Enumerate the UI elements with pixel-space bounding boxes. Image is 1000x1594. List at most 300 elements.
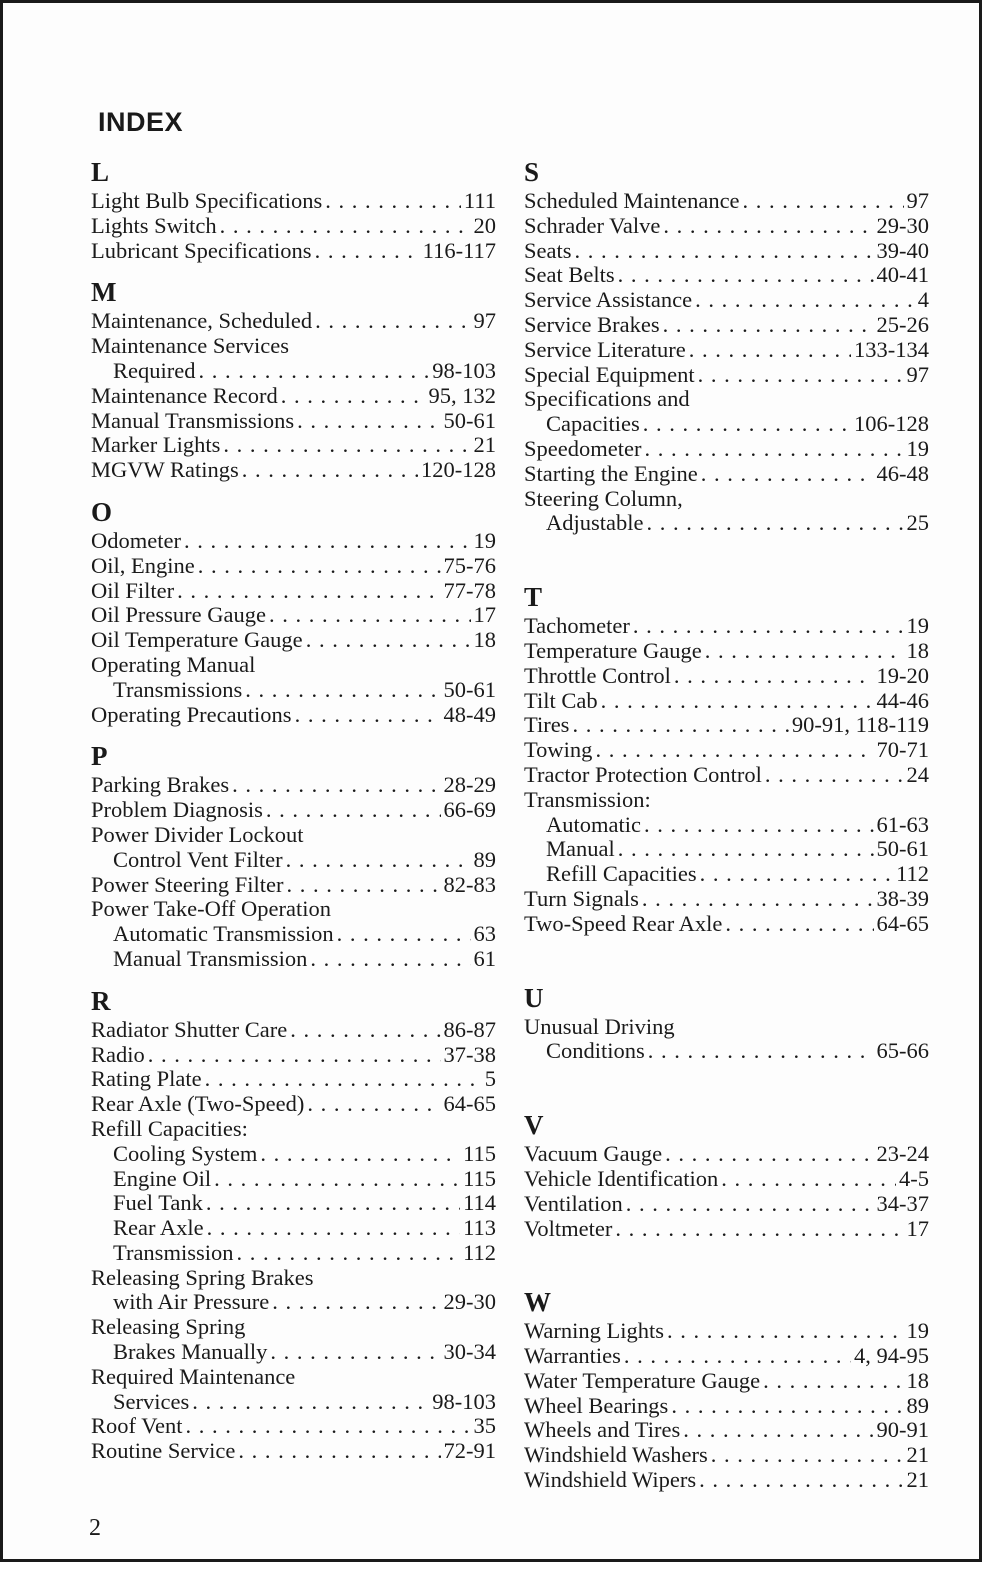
index-entry xyxy=(524,689,929,714)
dot-leader xyxy=(290,1018,440,1043)
dot-leader xyxy=(272,1290,440,1315)
index-entry xyxy=(91,1365,496,1390)
index-term: Fuel Tank xyxy=(113,1190,203,1216)
index-term: Tilt Cab xyxy=(524,687,598,713)
index-term: Refill Capacities: xyxy=(91,1115,248,1141)
index-entry xyxy=(524,1418,929,1443)
index-entry xyxy=(91,703,496,728)
index-entry xyxy=(524,664,929,689)
index-page-ref: 34-37 xyxy=(876,1190,929,1216)
dot-leader xyxy=(205,1067,482,1092)
index-entry xyxy=(524,639,929,664)
dot-leader xyxy=(337,922,471,947)
index-page-ref: 77-78 xyxy=(443,577,496,603)
index-page-ref: 64-65 xyxy=(876,910,929,936)
index-entry xyxy=(91,1191,496,1216)
index-entry xyxy=(524,788,929,813)
index-term: Automatic xyxy=(546,811,641,837)
index-term: Seats xyxy=(524,237,572,263)
index-term: Towing xyxy=(524,737,593,763)
index-page-ref: 4, 94-95 xyxy=(854,1343,929,1369)
dot-leader xyxy=(648,1039,874,1064)
index-page-ref: 98-103 xyxy=(432,357,496,383)
index-page-ref: 97 xyxy=(473,308,496,334)
index-page-ref: 40-41 xyxy=(876,262,929,288)
index-entry xyxy=(524,239,929,264)
index-entry xyxy=(91,1142,496,1167)
index-entry xyxy=(524,1369,929,1394)
index-page-ref: 46-48 xyxy=(876,460,929,486)
index-page-ref: 18 xyxy=(906,1367,929,1393)
index-term: Power Steering Filter xyxy=(91,871,284,897)
index-term: Starting the Engine xyxy=(524,460,698,486)
index-page-ref: 21 xyxy=(906,1467,929,1493)
index-page-ref: 39-40 xyxy=(876,237,929,263)
index-section-u xyxy=(524,981,929,1065)
section-letter: R xyxy=(91,985,111,1016)
dot-leader xyxy=(601,689,874,714)
index-entry xyxy=(524,614,929,639)
dot-leader xyxy=(286,848,471,873)
dot-leader xyxy=(644,437,903,462)
dot-leader xyxy=(618,263,874,288)
dot-leader xyxy=(184,529,471,554)
dot-leader xyxy=(198,359,429,384)
index-entry xyxy=(91,1414,496,1439)
index-term: Specifications and xyxy=(524,386,690,412)
index-page-ref: 89 xyxy=(906,1392,929,1418)
index-entry xyxy=(91,529,496,554)
index-term: Ventilation xyxy=(524,1190,623,1216)
index-entry xyxy=(91,1390,496,1415)
index-entry xyxy=(91,554,496,579)
index-term: Adjustable xyxy=(546,510,644,536)
dot-leader xyxy=(667,1319,903,1344)
dot-leader xyxy=(705,639,904,664)
index-term: Two-Speed Rear Axle xyxy=(524,910,723,936)
dot-leader xyxy=(297,409,440,434)
dot-leader xyxy=(260,1142,460,1167)
index-page-ref: 63 xyxy=(473,921,496,947)
index-page-ref: 38-39 xyxy=(876,885,929,911)
index-page-ref: 64-65 xyxy=(443,1091,496,1117)
index-page-ref: 19 xyxy=(906,435,929,461)
index-entry xyxy=(524,338,929,363)
section-letter: V xyxy=(524,1110,544,1141)
index-term: Power Divider Lockout xyxy=(91,821,304,847)
dot-leader xyxy=(663,214,873,239)
index-entry xyxy=(91,628,496,653)
index-term: Odometer xyxy=(91,527,181,553)
index-term: Rear Axle (Two-Speed) xyxy=(91,1091,305,1117)
dot-leader xyxy=(207,1216,460,1241)
index-page-ref: 89 xyxy=(473,846,496,872)
index-entry xyxy=(91,873,496,898)
index-term: Windshield Wipers xyxy=(524,1467,697,1493)
index-entry xyxy=(91,1092,496,1117)
section-letter: O xyxy=(91,496,113,527)
dot-leader xyxy=(644,813,874,838)
dot-leader xyxy=(281,384,426,409)
index-page-ref: 37-38 xyxy=(443,1041,496,1067)
index-page-ref: 70-71 xyxy=(876,737,929,763)
dot-leader xyxy=(269,603,471,628)
index-term: Oil, Engine xyxy=(91,552,195,578)
index-page-ref: 106-128 xyxy=(854,411,929,437)
dot-leader xyxy=(663,313,874,338)
index-entry xyxy=(91,947,496,972)
index-page-ref: 18 xyxy=(906,637,929,663)
index-entry xyxy=(524,738,929,763)
index-page-ref: 97 xyxy=(906,361,929,387)
dot-leader xyxy=(232,773,440,798)
index-term: Schrader Valve xyxy=(524,212,661,238)
dot-leader xyxy=(148,1043,441,1068)
index-term: Services xyxy=(113,1388,190,1414)
index-entry xyxy=(91,359,496,384)
index-entry xyxy=(524,912,929,937)
index-term: Releasing Spring Brakes xyxy=(91,1264,314,1290)
dot-leader xyxy=(220,214,471,239)
index-entry xyxy=(91,189,496,214)
index-page-ref: 115 xyxy=(463,1165,496,1191)
index-term: Automatic Transmission xyxy=(113,921,334,947)
index-page-ref: 21 xyxy=(473,432,496,458)
dot-leader xyxy=(674,664,874,689)
index-page-ref: 116-117 xyxy=(422,237,496,263)
index-page-ref: 97 xyxy=(906,188,929,213)
index-page-ref: 19-20 xyxy=(876,662,929,688)
index-entry xyxy=(524,437,929,462)
index-term: Transmission: xyxy=(524,786,651,812)
index-section-o xyxy=(91,495,496,727)
dot-leader xyxy=(618,837,874,862)
index-term: Required Maintenance xyxy=(91,1363,296,1389)
index-term: Water Temperature Gauge xyxy=(524,1367,761,1393)
index-entry xyxy=(91,1290,496,1315)
index-term: Light Bulb Specifications xyxy=(91,188,323,213)
index-term: Throttle Control xyxy=(524,662,671,688)
dot-leader xyxy=(575,239,874,264)
index-term: Manual Transmission xyxy=(113,945,308,971)
index-entry xyxy=(91,897,496,922)
index-page-ref: 30-34 xyxy=(443,1339,496,1365)
dot-leader xyxy=(642,887,874,912)
index-page-ref: 23-24 xyxy=(876,1141,929,1167)
index-term: Brakes Manually xyxy=(113,1339,268,1365)
index-entry xyxy=(524,1142,929,1167)
index-entry xyxy=(524,387,929,412)
index-term: Service Assistance xyxy=(524,287,693,313)
index-term: Windshield Washers xyxy=(524,1442,708,1468)
index-entry xyxy=(91,334,496,359)
index-entry xyxy=(524,1217,929,1242)
index-entry xyxy=(524,1015,929,1040)
index-entry xyxy=(91,773,496,798)
index-term: Unusual Driving xyxy=(524,1013,675,1039)
dot-leader xyxy=(633,614,904,639)
index-page-ref: 29-30 xyxy=(443,1289,496,1315)
index-page-ref: 75-76 xyxy=(443,552,496,578)
index-term: Temperature Gauge xyxy=(524,637,702,663)
index-page-ref: 111 xyxy=(463,188,496,213)
dot-leader xyxy=(306,628,471,653)
index-term: Manual Transmissions xyxy=(91,407,295,433)
index-term: Radio xyxy=(91,1041,145,1067)
index-entry xyxy=(524,837,929,862)
index-page-ref: 82-83 xyxy=(443,871,496,897)
index-term: Seat Belts xyxy=(524,262,615,288)
index-page-ref: 20 xyxy=(473,212,496,238)
index-entry xyxy=(91,1439,496,1464)
index-page-ref: 5 xyxy=(484,1066,496,1092)
index-term: Power Take-Off Operation xyxy=(91,896,332,922)
index-term: Operating Manual xyxy=(91,651,256,677)
index-entry xyxy=(524,1319,929,1344)
index-page-ref: 72-91 xyxy=(443,1438,496,1464)
index-entry xyxy=(91,1216,496,1241)
section-letter: L xyxy=(91,157,110,187)
index-entry xyxy=(91,239,496,264)
index-page-ref: 18 xyxy=(473,627,496,653)
index-entry xyxy=(524,1394,929,1419)
index-section-r xyxy=(91,984,496,1464)
index-page-ref: 19 xyxy=(906,613,929,639)
index-page-ref: 50-61 xyxy=(443,407,496,433)
index-term: Lubricant Specifications xyxy=(91,237,312,263)
index-entry xyxy=(91,214,496,239)
index-entry xyxy=(524,763,929,788)
index-page-ref: 4 xyxy=(917,287,929,313)
index-page-ref: 50-61 xyxy=(443,676,496,702)
index-entry xyxy=(91,433,496,458)
index-entry xyxy=(91,823,496,848)
dot-leader xyxy=(185,1414,470,1439)
index-entry xyxy=(524,713,929,738)
index-term: MGVW Ratings xyxy=(91,457,239,483)
index-term: Tractor Protection Control xyxy=(524,761,762,787)
index-section-v xyxy=(524,1108,929,1241)
section-letter: W xyxy=(524,1287,551,1318)
index-term: Operating Precautions xyxy=(91,701,292,727)
index-page-ref: 98-103 xyxy=(432,1388,496,1414)
index-term: Capacities xyxy=(546,411,640,437)
section-letter: M xyxy=(91,277,117,308)
dot-leader xyxy=(683,1418,873,1443)
index-page-ref: 90-91, 118-119 xyxy=(791,712,929,738)
section-letter: T xyxy=(524,582,543,613)
index-entry xyxy=(91,1315,496,1340)
index-entry xyxy=(91,798,496,823)
dot-leader xyxy=(214,1167,460,1192)
index-entry xyxy=(524,1167,929,1192)
section-letter: U xyxy=(524,982,544,1013)
index-entry xyxy=(524,1443,929,1468)
index-page-ref: 61 xyxy=(473,945,496,971)
dot-leader xyxy=(236,1241,460,1266)
index-page-ref: 35 xyxy=(473,1413,496,1439)
dot-leader xyxy=(315,309,470,334)
index-term: Parking Brakes xyxy=(91,772,230,798)
index-term: Refill Capacities xyxy=(546,861,697,887)
dot-leader xyxy=(325,189,461,214)
dot-leader xyxy=(643,412,851,437)
index-page-ref: 114 xyxy=(463,1190,496,1216)
index-page-ref: 17 xyxy=(473,602,496,628)
index-page-ref: 24 xyxy=(906,761,929,787)
dot-leader xyxy=(624,1344,851,1369)
dot-leader xyxy=(572,713,788,738)
index-entry xyxy=(524,1192,929,1217)
index-section-l xyxy=(91,155,496,263)
index-page-ref: 50-61 xyxy=(876,836,929,862)
index-term: Warning Lights xyxy=(524,1318,665,1344)
dot-leader xyxy=(206,1191,460,1216)
index-term: Special Equipment xyxy=(524,361,695,387)
index-page-ref: 4-5 xyxy=(899,1165,929,1191)
index-entry xyxy=(91,1340,496,1365)
index-term: Voltmeter xyxy=(524,1215,613,1241)
dot-leader xyxy=(689,338,851,363)
index-page-ref: 95, 132 xyxy=(428,382,496,408)
index-term: Oil Temperature Gauge xyxy=(91,627,303,653)
index-term: Required xyxy=(113,357,196,383)
index-entry xyxy=(91,922,496,947)
index-entry xyxy=(91,1167,496,1192)
index-page-ref: 133-134 xyxy=(854,336,929,362)
index-term: Cooling System xyxy=(113,1140,258,1166)
index-page-ref: 17 xyxy=(906,1215,929,1241)
index-entry xyxy=(524,288,929,313)
index-term: Service Literature xyxy=(524,336,686,362)
dot-leader xyxy=(177,579,440,604)
index-term: Conditions xyxy=(546,1038,645,1064)
dot-leader xyxy=(721,1167,896,1192)
index-section-m xyxy=(91,275,496,483)
index-entry xyxy=(524,487,929,512)
index-entry xyxy=(524,263,929,288)
index-page-ref: 29-30 xyxy=(876,212,929,238)
index-entry xyxy=(524,511,929,536)
index-page-ref: 19 xyxy=(473,527,496,553)
index-entry xyxy=(91,1241,496,1266)
index-entry xyxy=(524,1344,929,1369)
index-entry xyxy=(524,1039,929,1064)
index-page-ref: 44-46 xyxy=(876,687,929,713)
index-page-ref: 115 xyxy=(463,1140,496,1166)
index-term: Roof Vent xyxy=(91,1413,183,1439)
dot-leader xyxy=(595,738,873,763)
dot-leader xyxy=(765,763,904,788)
index-entry xyxy=(91,309,496,334)
index-section-s xyxy=(524,155,929,536)
dot-leader xyxy=(270,1340,440,1365)
index-entry xyxy=(91,384,496,409)
index-term: Marker Lights xyxy=(91,432,221,458)
dot-leader xyxy=(698,363,904,388)
index-term: Transmissions xyxy=(113,676,243,702)
index-term: Routine Service xyxy=(91,1438,236,1464)
dot-leader xyxy=(626,1192,874,1217)
index-term: Scheduled Maintenance xyxy=(524,188,740,213)
index-term: Rating Plate xyxy=(91,1066,202,1092)
index-section-t xyxy=(524,580,929,936)
index-page-ref: 61-63 xyxy=(876,811,929,837)
page-title: INDEX xyxy=(98,107,184,137)
index-entry xyxy=(91,1067,496,1092)
index-right-column xyxy=(524,155,929,1493)
index-term: Control Vent Filter xyxy=(113,846,283,872)
index-term: Oil Filter xyxy=(91,577,175,603)
dot-leader xyxy=(743,189,904,214)
dot-leader xyxy=(295,703,441,728)
index-page-ref: 112 xyxy=(463,1239,496,1265)
index-term: Engine Oil xyxy=(113,1165,212,1191)
dot-leader xyxy=(615,1217,903,1242)
index-term: Wheels and Tires xyxy=(524,1417,681,1443)
dot-leader xyxy=(725,912,873,937)
index-page-ref: 66-69 xyxy=(443,797,496,823)
dot-leader xyxy=(671,1394,903,1419)
index-entry xyxy=(91,1266,496,1291)
dot-leader xyxy=(701,462,874,487)
index-term: Steering Column, xyxy=(524,485,683,511)
dot-leader xyxy=(192,1390,429,1415)
index-section-w xyxy=(524,1285,929,1493)
index-entry xyxy=(91,848,496,873)
section-letter: P xyxy=(91,741,108,772)
index-entry xyxy=(524,813,929,838)
index-term: Transmission xyxy=(113,1239,234,1265)
index-page-ref: 113 xyxy=(463,1215,496,1241)
section-letter: S xyxy=(524,157,540,187)
page-number: 2 xyxy=(89,1515,101,1541)
index-term: Lights Switch xyxy=(91,212,217,238)
dot-leader xyxy=(699,1468,903,1493)
index-page-ref: 120-128 xyxy=(421,457,496,483)
index-entry xyxy=(524,462,929,487)
dot-leader xyxy=(223,433,470,458)
index-entry xyxy=(91,409,496,434)
dot-leader xyxy=(315,239,420,264)
index-term: Maintenance Services xyxy=(91,333,290,359)
index-page-ref: 86-87 xyxy=(443,1016,496,1042)
index-section-p xyxy=(91,739,496,971)
index-page-ref: 112 xyxy=(896,861,929,887)
index-entry xyxy=(91,1117,496,1142)
index-term: Vehicle Identification xyxy=(524,1165,719,1191)
index-entry xyxy=(524,313,929,338)
index-term: Turn Signals xyxy=(524,885,639,911)
index-term: Manual xyxy=(546,836,615,862)
index-entry xyxy=(91,678,496,703)
index-entry xyxy=(91,458,496,483)
index-entry xyxy=(91,603,496,628)
dot-leader xyxy=(266,798,441,823)
index-entry xyxy=(524,1468,929,1493)
index-entry xyxy=(524,412,929,437)
index-term: Radiator Shutter Care xyxy=(91,1016,288,1042)
index-entry xyxy=(91,653,496,678)
index-term: Problem Diagnosis xyxy=(91,797,263,823)
index-term: Service Brakes xyxy=(524,311,660,337)
index-entry xyxy=(524,887,929,912)
index-page-ref: 25-26 xyxy=(876,311,929,337)
index-term: with Air Pressure xyxy=(113,1289,270,1315)
index-term: Oil Pressure Gauge xyxy=(91,602,266,628)
index-term: Maintenance, Scheduled xyxy=(91,308,313,334)
index-entry xyxy=(524,862,929,887)
